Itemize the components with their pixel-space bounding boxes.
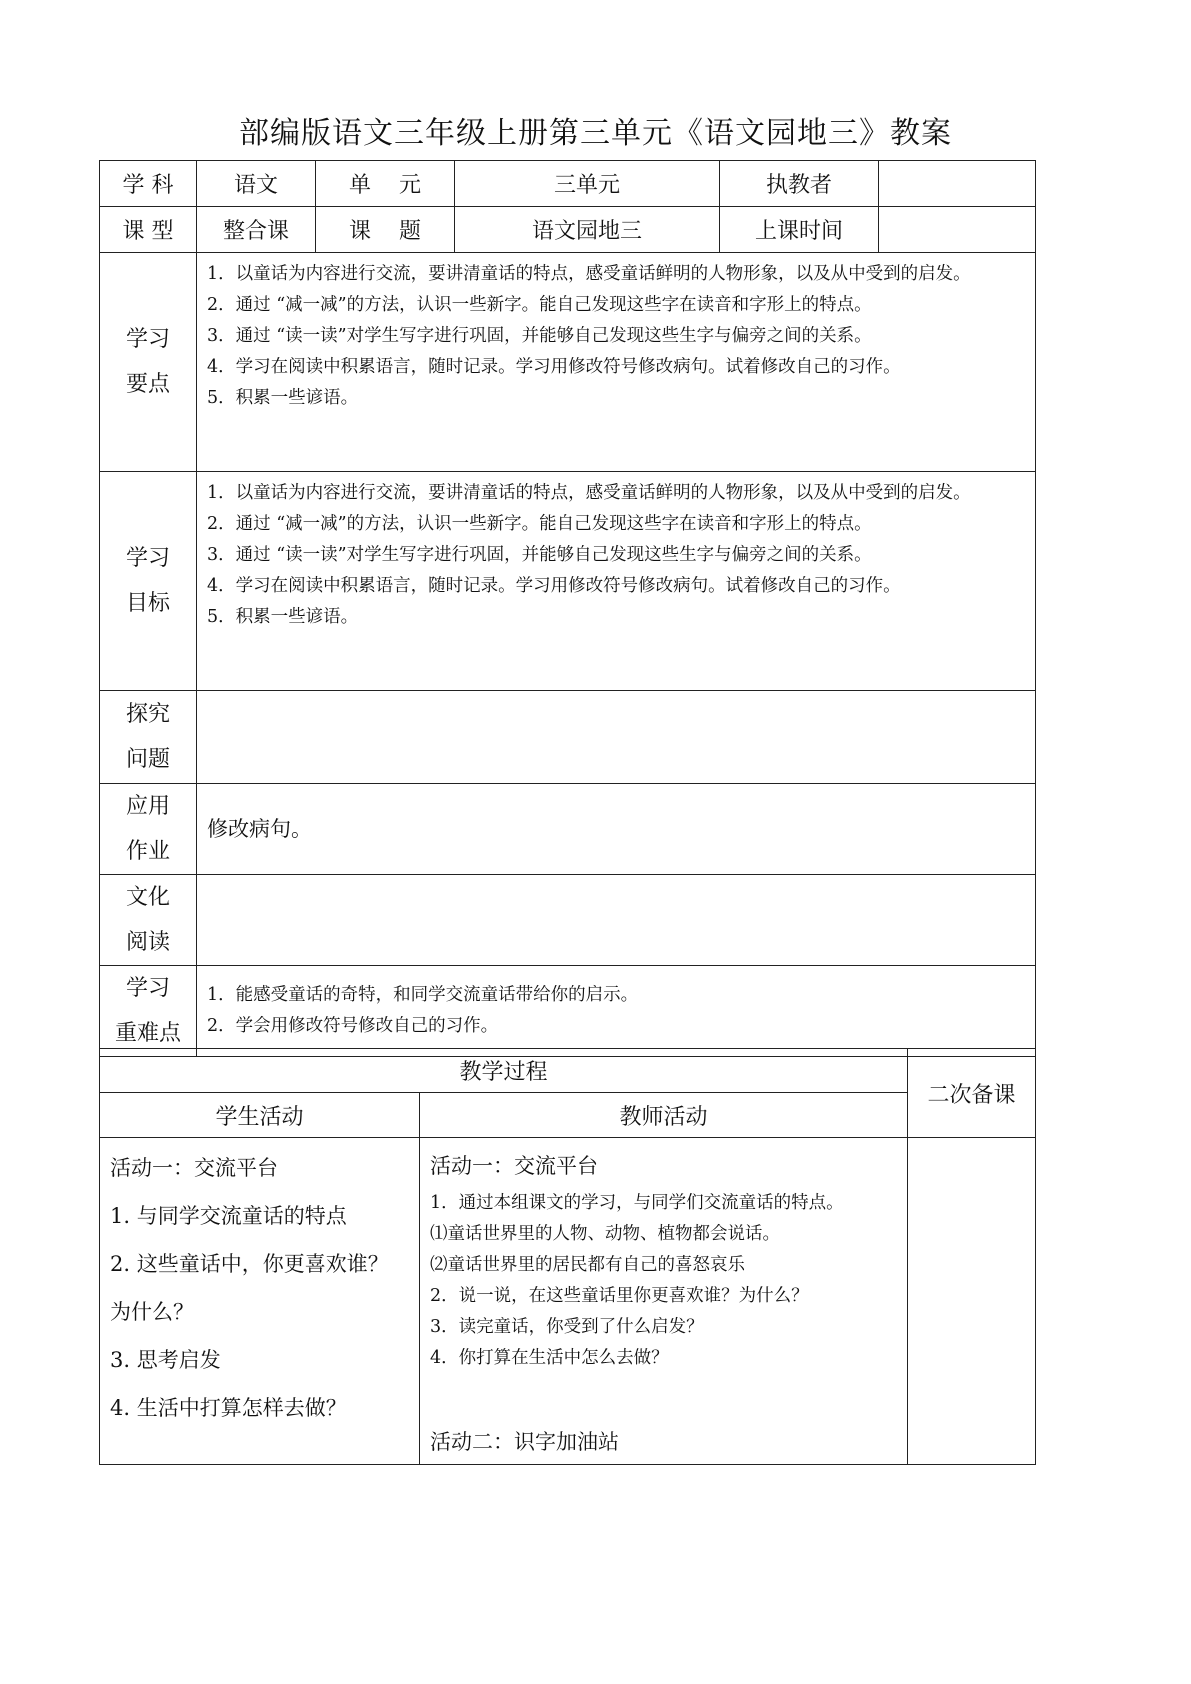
- lesson-type-label: 课 型: [100, 207, 197, 253]
- list-item: 3．通过 “读一读”对学生写字进行巩固，并能够自己发现这些生字与偏旁之间的关系。: [207, 545, 872, 565]
- inquiry-content: [197, 691, 1036, 784]
- list-item: 活动一：交流平台: [110, 1156, 278, 1180]
- list-item: ⑵童话世界里的居民都有自己的喜怒哀乐: [430, 1255, 745, 1275]
- teacher-label: 执教者: [720, 161, 879, 207]
- teacher-activity-title: 活动一：交流平台: [430, 1154, 598, 1178]
- goals-label: 学习 目标: [100, 472, 197, 691]
- subject-value: 语文: [197, 161, 316, 207]
- list-item: 3．读完童话，你受到了什么启发？: [430, 1317, 704, 1337]
- reading-row: [100, 875, 1036, 966]
- page-title: 部编版语文三年级上册第三单元《语文园地三》教案: [239, 116, 952, 151]
- key-points-row: [100, 253, 1036, 472]
- list-item: 3. 思考启发: [110, 1348, 221, 1372]
- list-item: 1．以童话为内容进行交流，要讲清童话的特点，感受童话鲜明的人物形象，以及从中受到的启发。: [207, 483, 971, 503]
- key-points-content: [197, 253, 1036, 472]
- student-activity-content: [100, 1138, 420, 1465]
- difficulties-content: [197, 966, 1036, 1057]
- list-item: 1. 与同学交流童话的特点: [110, 1204, 347, 1228]
- info-row-1: [100, 161, 1036, 207]
- list-item: 5．积累一些谚语。: [207, 388, 359, 408]
- subject-label: 学 科: [100, 161, 197, 207]
- list-item: 3．通过 “读一读”对学生写字进行巩固，并能够自己发现这些生字与偏旁之间的关系。: [207, 326, 872, 346]
- unit-value: 三单元: [455, 161, 720, 207]
- list-item: 1．通过本组课文的学习，与同学们交流童话的特点。: [430, 1193, 844, 1213]
- list-item: 2．学会用修改符号修改自己的习作。: [207, 1016, 499, 1036]
- key-points-label: 学习 要点: [100, 253, 197, 472]
- homework-label: 应用 作业: [100, 784, 197, 875]
- list-item: 5．积累一些谚语。: [207, 607, 359, 627]
- homework-content: 修改病句。: [197, 784, 1036, 875]
- list-item: 4．学习在阅读中积累语言，随时记录。学习用修改符号修改病句。试着修改自己的习作。: [207, 576, 901, 596]
- info-row-2: [100, 207, 1036, 253]
- activity-header-row: [100, 1093, 1036, 1138]
- lesson-info-table: [99, 160, 1036, 1057]
- list-item: 4．你打算在生活中怎么去做？: [430, 1348, 669, 1368]
- lesson-type-value: 整合课: [197, 207, 316, 253]
- activity-content-row: [100, 1138, 1036, 1465]
- list-item: 2．通过 “减一减”的方法，认识一些新字。能自己发现这些字在读音和字形上的特点。: [207, 295, 872, 315]
- homework-row: [100, 784, 1036, 875]
- topic-value: 语文园地三: [455, 207, 720, 253]
- topic-label: 课 题: [316, 207, 455, 253]
- difficulties-label: 学习 重难点: [100, 966, 197, 1057]
- list-item: 1．能感受童话的奇特，和同学交流童话带给你的启示。: [207, 985, 639, 1005]
- teacher-value: [879, 161, 1036, 207]
- reading-label: 文化 阅读: [100, 875, 197, 966]
- goals-row: [100, 472, 1036, 691]
- list-item: 2. 这些童话中，你更喜欢谁？: [110, 1252, 389, 1276]
- teacher-activity-header: 教师活动: [420, 1093, 908, 1138]
- teacher-activity-content: [420, 1138, 908, 1465]
- goals-content: [197, 472, 1036, 691]
- list-item: 4. 生活中打算怎样去做？: [110, 1396, 347, 1420]
- teaching-process-table: [99, 1048, 1036, 1465]
- list-item: ⑴童话世界里的人物、动物、植物都会说话。: [430, 1224, 780, 1244]
- second-prep-header: 二次备课: [908, 1049, 1036, 1138]
- reading-content: [197, 875, 1036, 966]
- class-time-label: 上课时间: [720, 207, 879, 253]
- process-header: 教学过程: [100, 1049, 908, 1093]
- difficulties-row: [100, 966, 1036, 1057]
- inquiry-label: 探究 问题: [100, 691, 197, 784]
- student-activity-header: 学生活动: [100, 1093, 420, 1138]
- list-item: 为什么？: [110, 1300, 194, 1324]
- process-header-row: [100, 1049, 1036, 1093]
- class-time-value: [879, 207, 1036, 253]
- list-item: 4．学习在阅读中积累语言，随时记录。学习用修改符号修改病句。试着修改自己的习作。: [207, 357, 901, 377]
- list-item: 1．以童话为内容进行交流，要讲清童话的特点，感受童话鲜明的人物形象，以及从中受到的启发。: [207, 264, 971, 284]
- list-item: 2．通过 “减一减”的方法，认识一些新字。能自己发现这些字在读音和字形上的特点。: [207, 514, 872, 534]
- unit-label: 单 元: [316, 161, 455, 207]
- list-item: 2．说一说，在这些童话里你更喜欢谁？为什么？: [430, 1286, 809, 1306]
- inquiry-row: [100, 691, 1036, 784]
- second-prep-content: [908, 1138, 1036, 1465]
- teacher-activity-next: 活动二：识字加油站: [430, 1430, 619, 1454]
